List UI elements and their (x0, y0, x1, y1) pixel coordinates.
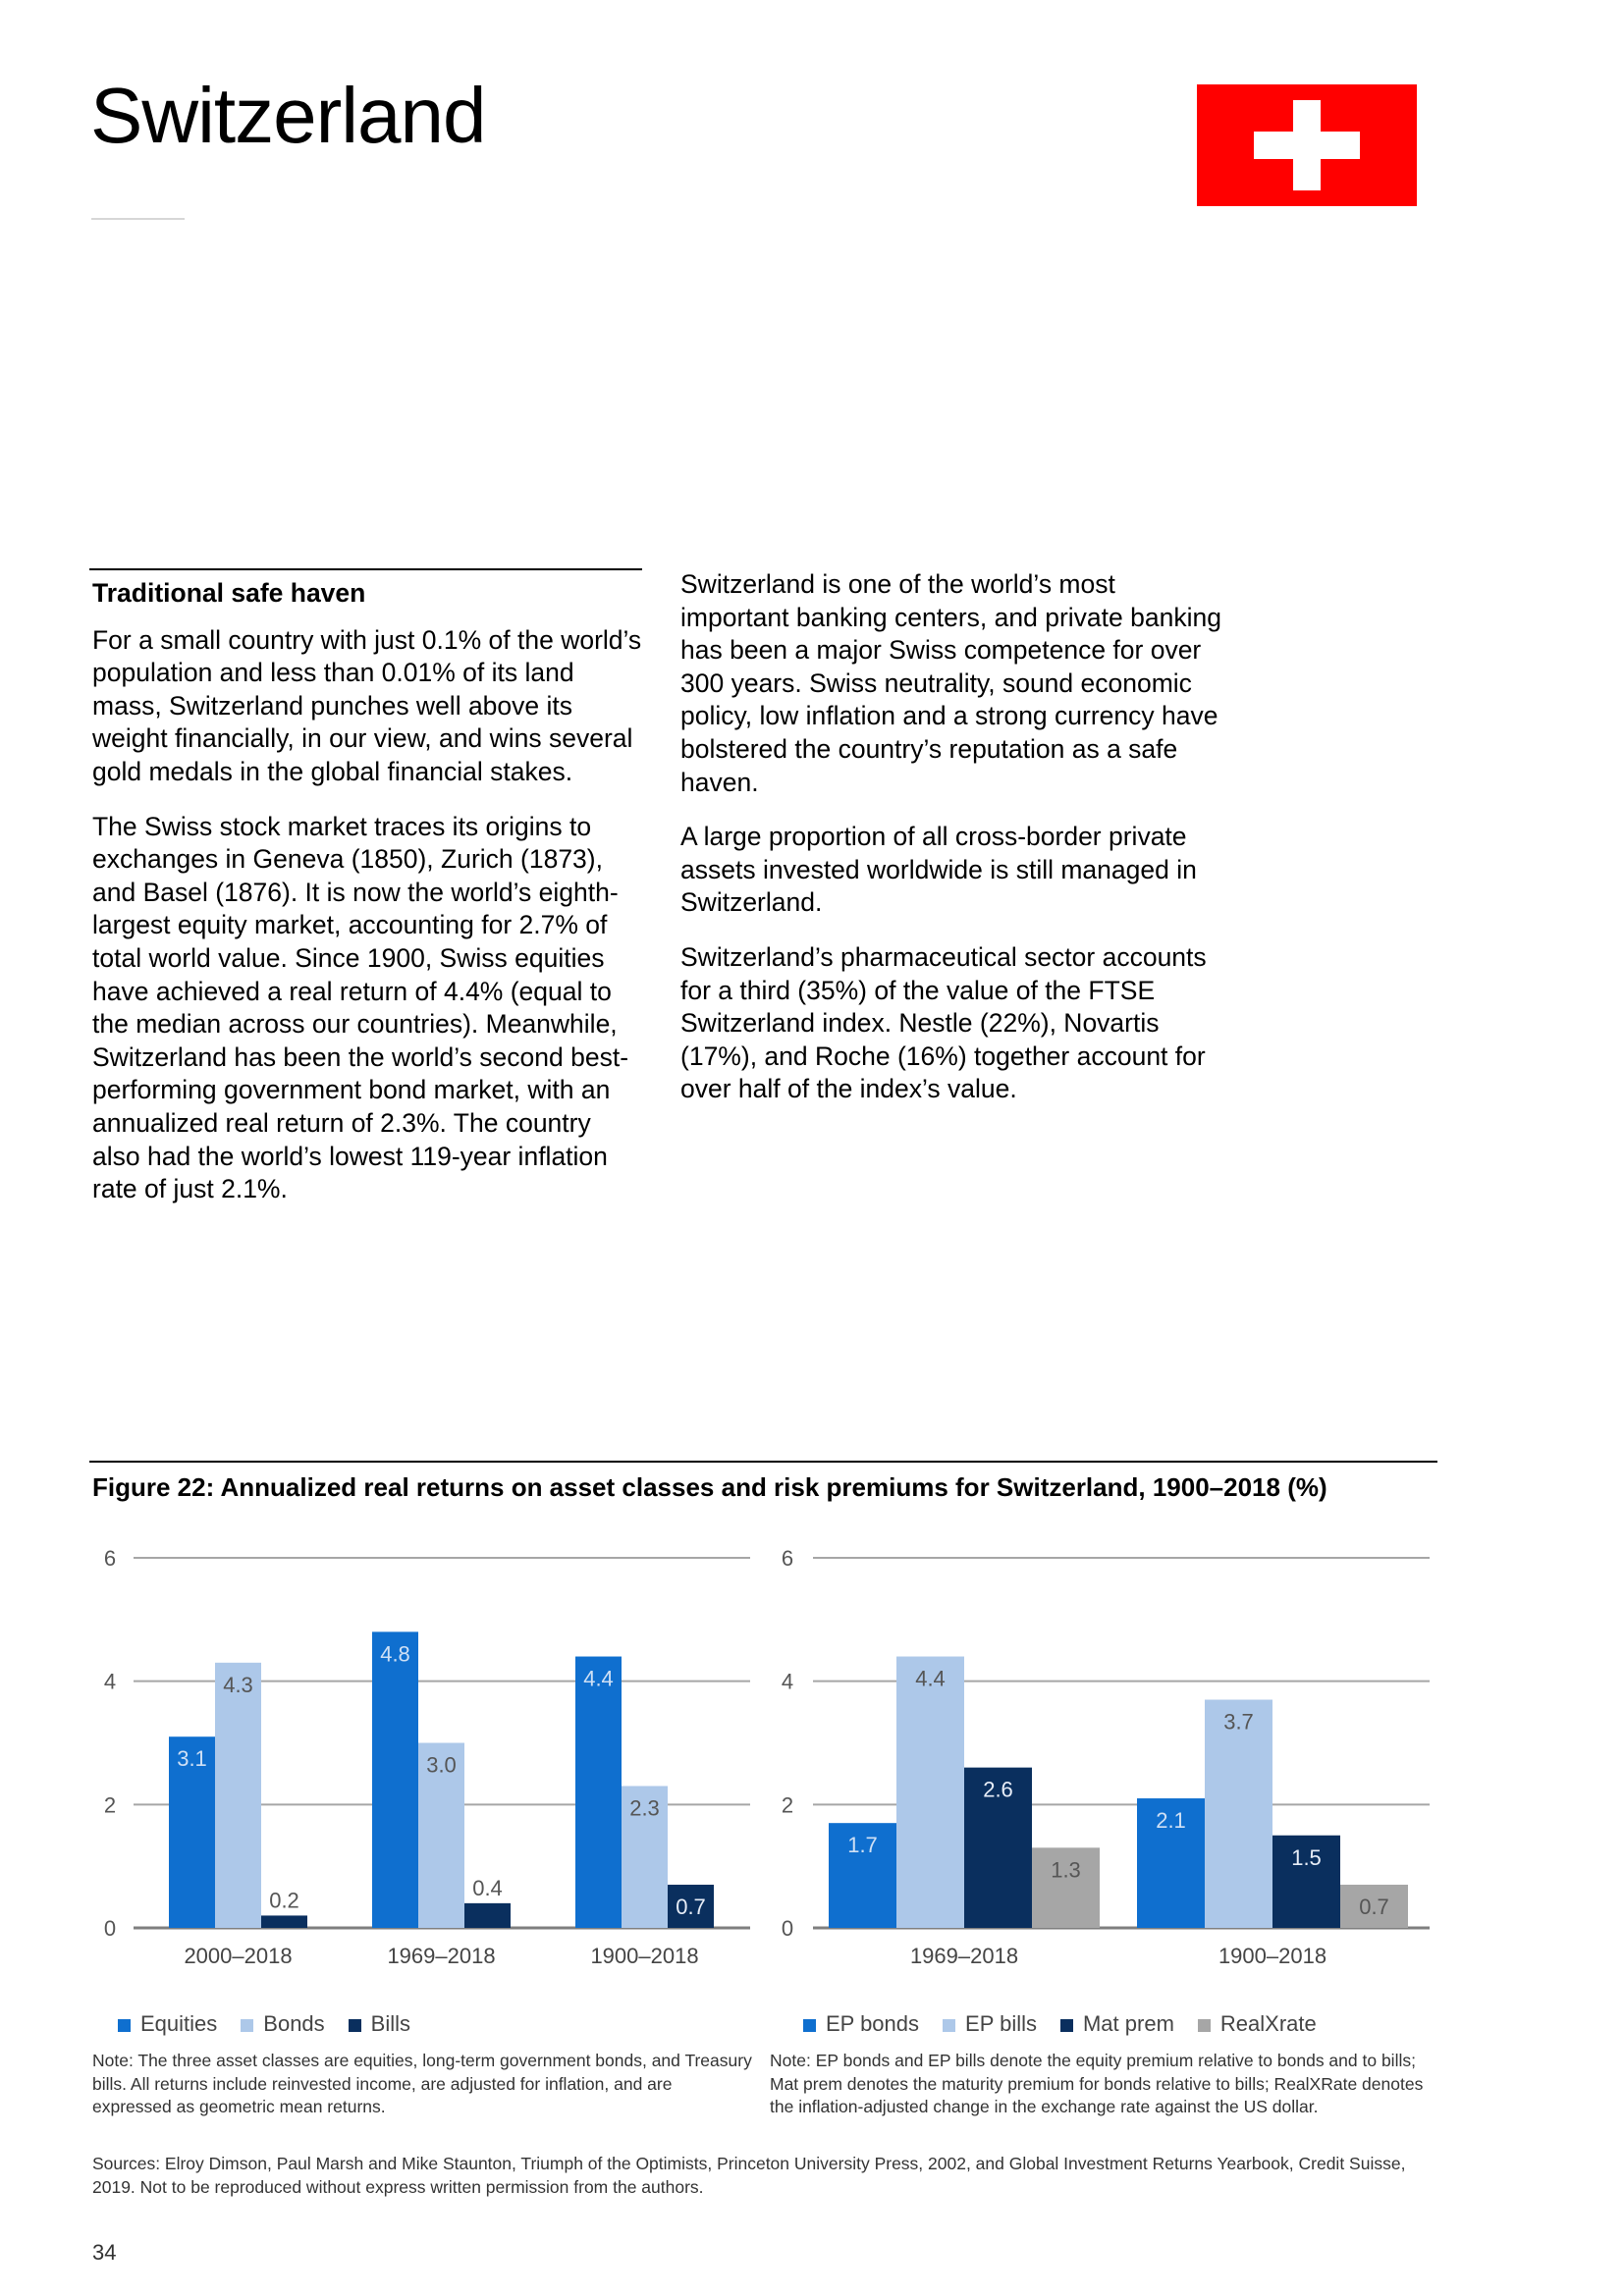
data-label: 0.2 (269, 1888, 299, 1913)
data-label: 0.7 (1359, 1895, 1389, 1920)
data-label: 4.4 (583, 1666, 614, 1691)
legend-item-bills: Bills (349, 2011, 410, 2037)
legend-item-ep-bonds: EP bonds (803, 2011, 919, 2037)
data-label: 1.3 (1051, 1857, 1081, 1883)
figure-rule (89, 1461, 1437, 1463)
y-tick-label: 0 (103, 1916, 117, 1941)
legend-swatch-icon (349, 2019, 361, 2032)
bar (896, 1657, 964, 1928)
note-right: Note: EP bonds and EP bills denote the equity premium relative to bonds and to bills; Mat prem denotes the maturity premium for bonds relative to bills; RealXRate denotes the inflation-adjusted change in the exchange rate against the US dollar. (770, 2051, 1424, 2116)
bar (464, 1903, 511, 1928)
flag-cross-horizontal (1254, 132, 1360, 159)
bar (261, 1915, 307, 1928)
data-label: 0.7 (676, 1895, 706, 1920)
data-label: 3.7 (1223, 1709, 1254, 1735)
legend-left (118, 2011, 410, 2037)
paragraph: For a small country with just 0.1% of the world’s population and less than 0.01% of its land mass, Switzerland punches well above its weight financially, in our view, and wins several gold medals in the global financial stakes. (92, 624, 642, 786)
legend-swatch-icon (241, 2019, 253, 2032)
legend-item-ep-bills: EP bills (943, 2011, 1037, 2037)
legend-swatch-icon (118, 2019, 131, 2032)
bar (575, 1657, 622, 1928)
sources-note: Sources: Elroy Dimson, Paul Marsh and Mike Staunton, Triumph of the Optimists, Princeton University Press, 2002, and Global Investment Returns Yearbook, Credit Suisse, 2019. Not to be reproduced without express written permission from the authors. (92, 2154, 1406, 2197)
legend-swatch-icon (943, 2019, 955, 2032)
figure-title: Figure 22: Annualized real returns on asset classes and risk premiums for Switzerland, 1900–2018 (%) (92, 1472, 1327, 1502)
legend-right (803, 2011, 1317, 2037)
title-divider (91, 218, 185, 220)
page-title: Switzerland (90, 72, 486, 159)
data-label: 1.7 (847, 1833, 878, 1858)
page-number: 34 (92, 2240, 117, 2265)
paragraph: The Swiss stock market traces its origins to exchanges in Geneva (1850), Zurich (1873), and Basel (1876). It is now the world’s eighth-largest equity market, accounting for 2.7% of total world value. Since 1900, Swiss equities have achieved a real return of 4.4% (equal to the median across our countries). Meanwhile, Switzerland has been the world’s second best-performing government bond market, with an annualized real return of 2.3%. The country also had the world’s lowest 119-year inflation rate of just 2.1%. (92, 811, 629, 1204)
x-tick-label: 1969–2018 (387, 1944, 496, 1968)
risk-premiums-chart (756, 1531, 1443, 1993)
data-label: 0.4 (472, 1875, 503, 1900)
y-tick-label: 6 (781, 1546, 794, 1571)
data-label: 3.0 (426, 1752, 457, 1778)
y-tick-label: 2 (781, 1792, 794, 1818)
bar (372, 1631, 418, 1928)
y-tick-label: 4 (781, 1669, 794, 1694)
left-column (92, 569, 642, 1228)
swiss-flag-icon (1197, 84, 1417, 206)
legend-item-mat-prem: Mat prem (1060, 2011, 1174, 2037)
data-label: 3.1 (177, 1746, 207, 1772)
data-label: 4.8 (380, 1641, 410, 1667)
legend-swatch-icon (803, 2019, 816, 2032)
y-tick-label: 0 (781, 1916, 794, 1941)
data-label: 1.5 (1291, 1844, 1322, 1870)
paragraph: Switzerland is one of the world’s most important banking centers, and private banking has been a major Swiss competence for over 300 years. Swiss neutrality, sound economic policy, low inflation and a strong currency have bolstered the country’s reputation as a safe haven. (680, 569, 1221, 797)
legend-swatch-icon (1060, 2019, 1073, 2032)
data-label: 2.3 (629, 1795, 660, 1821)
data-label: 4.3 (223, 1672, 253, 1697)
y-tick-label: 2 (103, 1792, 117, 1818)
legend-item-equities: Equities (118, 2011, 217, 2037)
x-tick-label: 1900–2018 (590, 1944, 699, 1968)
bar (215, 1663, 261, 1928)
x-tick-label: 1969–2018 (909, 1944, 1019, 1968)
legend-item-realxrate: RealXrate (1198, 2011, 1317, 2037)
y-tick-label: 6 (103, 1546, 117, 1571)
x-tick-label: 1900–2018 (1218, 1944, 1327, 1968)
data-label: 2.6 (983, 1777, 1013, 1802)
paragraph: Switzerland’s pharmaceutical sector accounts for a third (35%) of the value of the FTSE Switzerland index. Nestle (22%), Novartis (17%), and Roche (16%) together account for over half of the index’s value. (680, 941, 1207, 1104)
paragraph: A large proportion of all cross-border private assets invested worldwide is still managed in Switzerland. (680, 822, 1197, 918)
legend-item-bonds: Bonds (241, 2011, 324, 2037)
legend-swatch-icon (1198, 2019, 1211, 2032)
x-tick-label: 2000–2018 (184, 1944, 293, 1968)
y-tick-label: 4 (103, 1669, 117, 1694)
data-label: 4.4 (915, 1666, 946, 1691)
right-column (680, 568, 1230, 1128)
data-label: 2.1 (1156, 1808, 1186, 1834)
asset-returns-chart (79, 1531, 756, 1993)
section-heading: Traditional safe haven (92, 578, 366, 608)
note-left: Note: The three asset classes are equities, long-term government bonds, and Treasury bills. All returns include reinvested income, are adjusted for inflation, and are expressed as geometric mean returns. (92, 2051, 752, 2116)
